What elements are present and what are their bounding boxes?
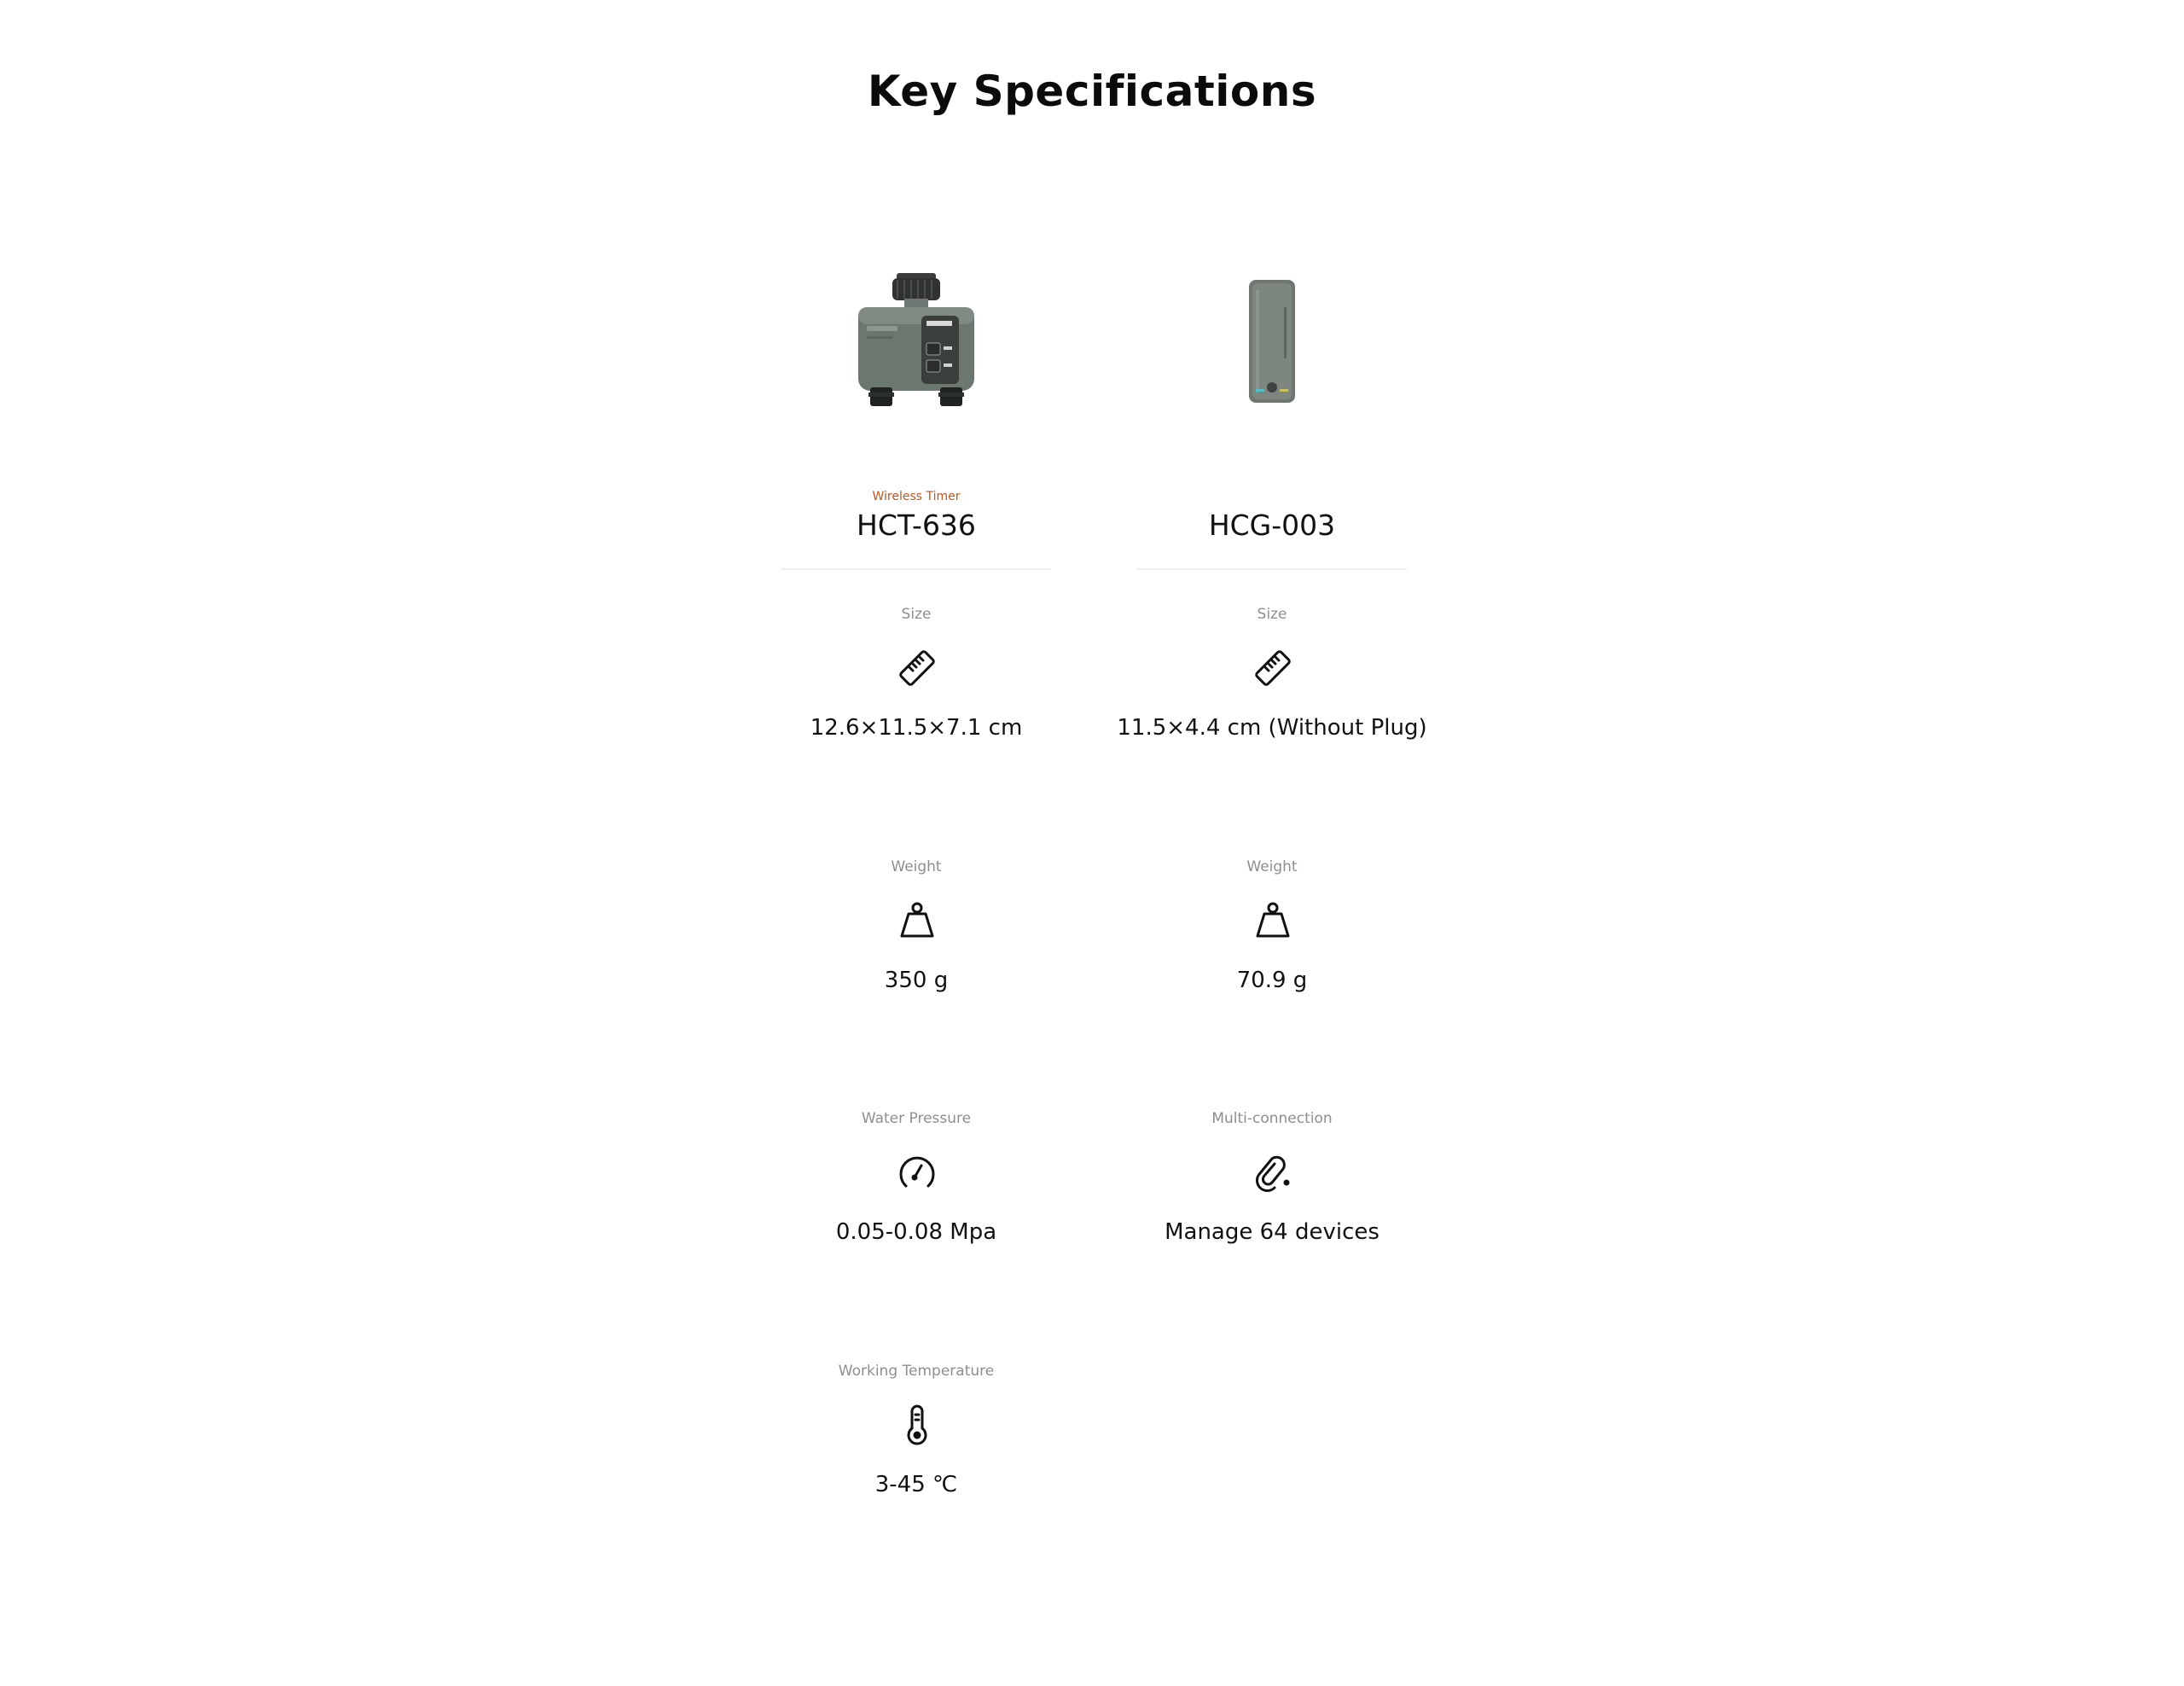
product-image-timer <box>781 256 1051 418</box>
product-tag: Wireless Timer <box>872 490 961 503</box>
gauge-icon <box>895 1150 939 1195</box>
link-icon <box>1251 1150 1295 1195</box>
spec-value: 350 g <box>884 968 949 993</box>
spec-label: Weight <box>891 858 942 875</box>
spec-label: Working Temperature <box>838 1363 995 1380</box>
spec-label: Size <box>901 606 932 623</box>
spec-value: 3-45 ℃ <box>874 1472 958 1497</box>
spec-value: 11.5×4.4 cm (Without Plug) <box>1117 715 1427 741</box>
ruler-icon <box>895 646 939 690</box>
spec-weight <box>1137 858 1407 1020</box>
spec-size <box>1117 606 1427 768</box>
weight-icon <box>1251 898 1295 943</box>
spec-label: Weight <box>1246 858 1298 875</box>
spec-label: Multi-connection <box>1211 1110 1333 1127</box>
spec-water-pressure <box>781 1110 1051 1272</box>
spec-size <box>781 606 1051 768</box>
spec-value: Manage 64 devices <box>1165 1219 1380 1245</box>
product-image-gateway <box>1137 256 1407 418</box>
spec-multi-connection <box>1137 1110 1407 1272</box>
product-model: HCT-636 <box>857 509 976 542</box>
divider <box>781 568 1051 570</box>
divider <box>1137 568 1407 570</box>
spec-value: 70.9 g <box>1236 968 1308 993</box>
spec-value: 0.05-0.08 Mpa <box>835 1219 997 1245</box>
ruler-icon <box>1251 646 1295 690</box>
spec-label: Water Pressure <box>861 1110 972 1127</box>
spec-value: 12.6×11.5×7.1 cm <box>810 715 1023 741</box>
page-title: Key Specifications <box>867 67 1317 116</box>
weight-icon <box>895 898 939 943</box>
spec-working-temperature <box>781 1363 1051 1525</box>
thermometer-icon <box>895 1403 939 1447</box>
spec-label: Size <box>1257 606 1287 623</box>
spec-weight <box>781 858 1051 1020</box>
product-model: HCG-003 <box>1208 509 1336 542</box>
